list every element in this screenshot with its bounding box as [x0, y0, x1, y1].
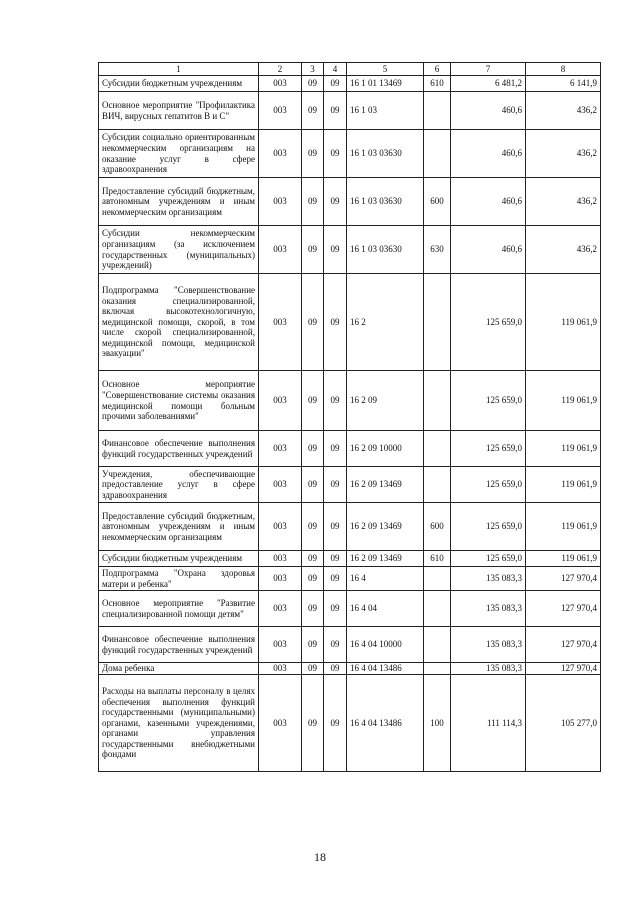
table-row — [99, 627, 601, 663]
csr-cell: 16 2 09 13469 — [347, 467, 424, 503]
sum2-cell: 119 061,9 — [526, 431, 601, 467]
table-row — [99, 371, 601, 431]
row-name-cell: Основное мероприятие "Развитие специализированной помощи детям" — [99, 591, 259, 627]
pr-cell: 09 — [324, 663, 347, 675]
pr-cell: 09 — [324, 76, 347, 92]
vr-cell — [424, 371, 451, 431]
ved-cell: 003 — [259, 274, 302, 371]
header-cell: 1 — [99, 63, 259, 76]
csr-cell: 16 2 09 13469 — [347, 503, 424, 551]
sum1-cell: 125 659,0 — [451, 431, 526, 467]
table-row — [99, 675, 601, 772]
ved-cell: 003 — [259, 431, 302, 467]
csr-cell: 16 4 — [347, 567, 424, 591]
rz-cell: 09 — [302, 130, 324, 178]
table-row — [99, 551, 601, 567]
pr-cell: 09 — [324, 591, 347, 627]
pr-cell: 09 — [324, 130, 347, 178]
csr-cell: 16 2 09 10000 — [347, 431, 424, 467]
table-row — [99, 92, 601, 130]
row-name-cell: Подпрограмма "Охрана здоровья матери и ребенка" — [99, 567, 259, 591]
row-name-cell: Финансовое обеспечение выполнения функций государственных учреждений — [99, 431, 259, 467]
vr-cell — [424, 274, 451, 371]
csr-cell: 16 4 04 — [347, 591, 424, 627]
pr-cell: 09 — [324, 675, 347, 772]
sum1-cell: 460,6 — [451, 178, 526, 226]
sum2-cell: 436,2 — [526, 92, 601, 130]
budget-table — [98, 62, 601, 772]
sum2-cell: 127 970,4 — [526, 591, 601, 627]
ved-cell: 003 — [259, 503, 302, 551]
pr-cell: 09 — [324, 274, 347, 371]
vr-cell — [424, 130, 451, 178]
table-row — [99, 178, 601, 226]
header-cell: 7 — [451, 63, 526, 76]
pr-cell: 09 — [324, 178, 347, 226]
sum2-cell: 119 061,9 — [526, 467, 601, 503]
pr-cell: 09 — [324, 627, 347, 663]
sum1-cell: 6 481,2 — [451, 76, 526, 92]
csr-cell: 16 1 03 03630 — [347, 130, 424, 178]
sum2-cell: 105 277,0 — [526, 675, 601, 772]
pr-cell: 09 — [324, 503, 347, 551]
sum2-cell: 436,2 — [526, 130, 601, 178]
header-cell: 6 — [424, 63, 451, 76]
rz-cell: 09 — [302, 92, 324, 130]
table-row — [99, 130, 601, 178]
pr-cell: 09 — [324, 467, 347, 503]
rz-cell: 09 — [302, 178, 324, 226]
ved-cell: 003 — [259, 467, 302, 503]
csr-cell: 16 1 03 03630 — [347, 178, 424, 226]
row-name-cell: Субсидии бюджетным учреждениям — [99, 76, 259, 92]
sum1-cell: 125 659,0 — [451, 371, 526, 431]
csr-cell: 16 1 01 13469 — [347, 76, 424, 92]
ved-cell: 003 — [259, 371, 302, 431]
vr-cell — [424, 663, 451, 675]
csr-cell: 16 1 03 03630 — [347, 226, 424, 274]
csr-cell: 16 2 09 — [347, 371, 424, 431]
table-row — [99, 274, 601, 371]
sum2-cell: 6 141,9 — [526, 76, 601, 92]
vr-cell — [424, 431, 451, 467]
sum1-cell: 111 114,3 — [451, 675, 526, 772]
header-cell: 8 — [526, 63, 601, 76]
sum1-cell: 135 083,3 — [451, 663, 526, 675]
table-row — [99, 663, 601, 675]
rz-cell: 09 — [302, 591, 324, 627]
sum1-cell: 135 083,3 — [451, 567, 526, 591]
row-name-cell: Дома ребенка — [99, 663, 259, 675]
sum2-cell: 436,2 — [526, 178, 601, 226]
vr-cell — [424, 567, 451, 591]
sum1-cell: 460,6 — [451, 92, 526, 130]
vr-cell — [424, 627, 451, 663]
rz-cell: 09 — [302, 226, 324, 274]
sum2-cell: 127 970,4 — [526, 663, 601, 675]
sum2-cell: 119 061,9 — [526, 274, 601, 371]
rz-cell: 09 — [302, 371, 324, 431]
table-row — [99, 76, 601, 92]
ved-cell: 003 — [259, 675, 302, 772]
sum2-cell: 127 970,4 — [526, 627, 601, 663]
table-row — [99, 591, 601, 627]
sum1-cell: 125 659,0 — [451, 274, 526, 371]
rz-cell: 09 — [302, 567, 324, 591]
ved-cell: 003 — [259, 178, 302, 226]
table-row — [99, 567, 601, 591]
pr-cell: 09 — [324, 567, 347, 591]
rz-cell: 09 — [302, 551, 324, 567]
sum1-cell: 460,6 — [451, 226, 526, 274]
ved-cell: 003 — [259, 76, 302, 92]
sum1-cell: 125 659,0 — [451, 551, 526, 567]
rz-cell: 09 — [302, 675, 324, 772]
row-name-cell: Субсидии некоммерческим организациям (за исключением государственных (муниципальных) учреждений) — [99, 226, 259, 274]
row-name-cell: Субсидии социально ориентированным некоммерческим организациям на оказание услуг в сфере здравоохранения — [99, 130, 259, 178]
ved-cell: 003 — [259, 551, 302, 567]
pr-cell: 09 — [324, 371, 347, 431]
ved-cell: 003 — [259, 92, 302, 130]
ved-cell: 003 — [259, 627, 302, 663]
pr-cell: 09 — [324, 431, 347, 467]
sum2-cell: 436,2 — [526, 226, 601, 274]
row-name-cell: Предоставление субсидий бюджетным, автономным учреждениям и иным некоммерческим организациям — [99, 503, 259, 551]
csr-cell: 16 1 03 — [347, 92, 424, 130]
csr-cell: 16 4 04 13486 — [347, 675, 424, 772]
pr-cell: 09 — [324, 226, 347, 274]
page-number: 18 — [314, 850, 326, 864]
ved-cell: 003 — [259, 130, 302, 178]
table-row — [99, 226, 601, 274]
sum1-cell: 135 083,3 — [451, 627, 526, 663]
pr-cell: 09 — [324, 92, 347, 130]
rz-cell: 09 — [302, 431, 324, 467]
rz-cell: 09 — [302, 503, 324, 551]
row-name-cell: Подпрограмма "Совершенствование оказания специализированной, включая высокотехнологичную, медицинской помощи, скорой, в том числе скорой специализированной, медицинской помощи, медицинской эвакуации" — [99, 274, 259, 371]
vr-cell: 100 — [424, 675, 451, 772]
table-header-row — [99, 63, 601, 76]
header-cell: 2 — [259, 63, 302, 76]
row-name-cell: Расходы на выплаты персоналу в целях обеспечения выполнения функций государственными (муниципальными) органами, казенными учреждениями, органами управления государственными внебюджетными фондами — [99, 675, 259, 772]
vr-cell — [424, 467, 451, 503]
ved-cell: 003 — [259, 226, 302, 274]
header-cell: 4 — [324, 63, 347, 76]
vr-cell: 600 — [424, 503, 451, 551]
vr-cell — [424, 92, 451, 130]
vr-cell: 610 — [424, 551, 451, 567]
vr-cell: 600 — [424, 178, 451, 226]
header-cell: 3 — [302, 63, 324, 76]
rz-cell: 09 — [302, 663, 324, 675]
csr-cell: 16 2 09 13469 — [347, 551, 424, 567]
vr-cell: 630 — [424, 226, 451, 274]
ved-cell: 003 — [259, 567, 302, 591]
row-name-cell: Основное мероприятие "Совершенствование системы оказания медицинской помощи больным прочими заболеваниями" — [99, 371, 259, 431]
table-row — [99, 467, 601, 503]
row-name-cell: Основное мероприятие "Профилактика ВИЧ, вирусных гепатитов В и С" — [99, 92, 259, 130]
sum2-cell: 119 061,9 — [526, 371, 601, 431]
sum1-cell: 460,6 — [451, 130, 526, 178]
row-name-cell: Субсидии бюджетным учреждениям — [99, 551, 259, 567]
rz-cell: 09 — [302, 467, 324, 503]
csr-cell: 16 2 — [347, 274, 424, 371]
vr-cell — [424, 591, 451, 627]
sum1-cell: 125 659,0 — [451, 467, 526, 503]
pr-cell: 09 — [324, 551, 347, 567]
sum2-cell: 127 970,4 — [526, 567, 601, 591]
ved-cell: 003 — [259, 591, 302, 627]
rz-cell: 09 — [302, 274, 324, 371]
sum1-cell: 135 083,3 — [451, 591, 526, 627]
vr-cell: 610 — [424, 76, 451, 92]
rz-cell: 09 — [302, 76, 324, 92]
sum2-cell: 119 061,9 — [526, 551, 601, 567]
row-name-cell: Предоставление субсидий бюджетным, автономным учреждениям и иным некоммерческим организациям — [99, 178, 259, 226]
row-name-cell: Учреждения, обеспечивающие предоставление услуг в сфере здравоохранения — [99, 467, 259, 503]
csr-cell: 16 4 04 13486 — [347, 663, 424, 675]
table-row — [99, 431, 601, 467]
table-row — [99, 503, 601, 551]
row-name-cell: Финансовое обеспечение выполнения функций государственных учреждений — [99, 627, 259, 663]
ved-cell: 003 — [259, 663, 302, 675]
csr-cell: 16 4 04 10000 — [347, 627, 424, 663]
sum2-cell: 119 061,9 — [526, 503, 601, 551]
header-cell: 5 — [347, 63, 424, 76]
rz-cell: 09 — [302, 627, 324, 663]
sum1-cell: 125 659,0 — [451, 503, 526, 551]
